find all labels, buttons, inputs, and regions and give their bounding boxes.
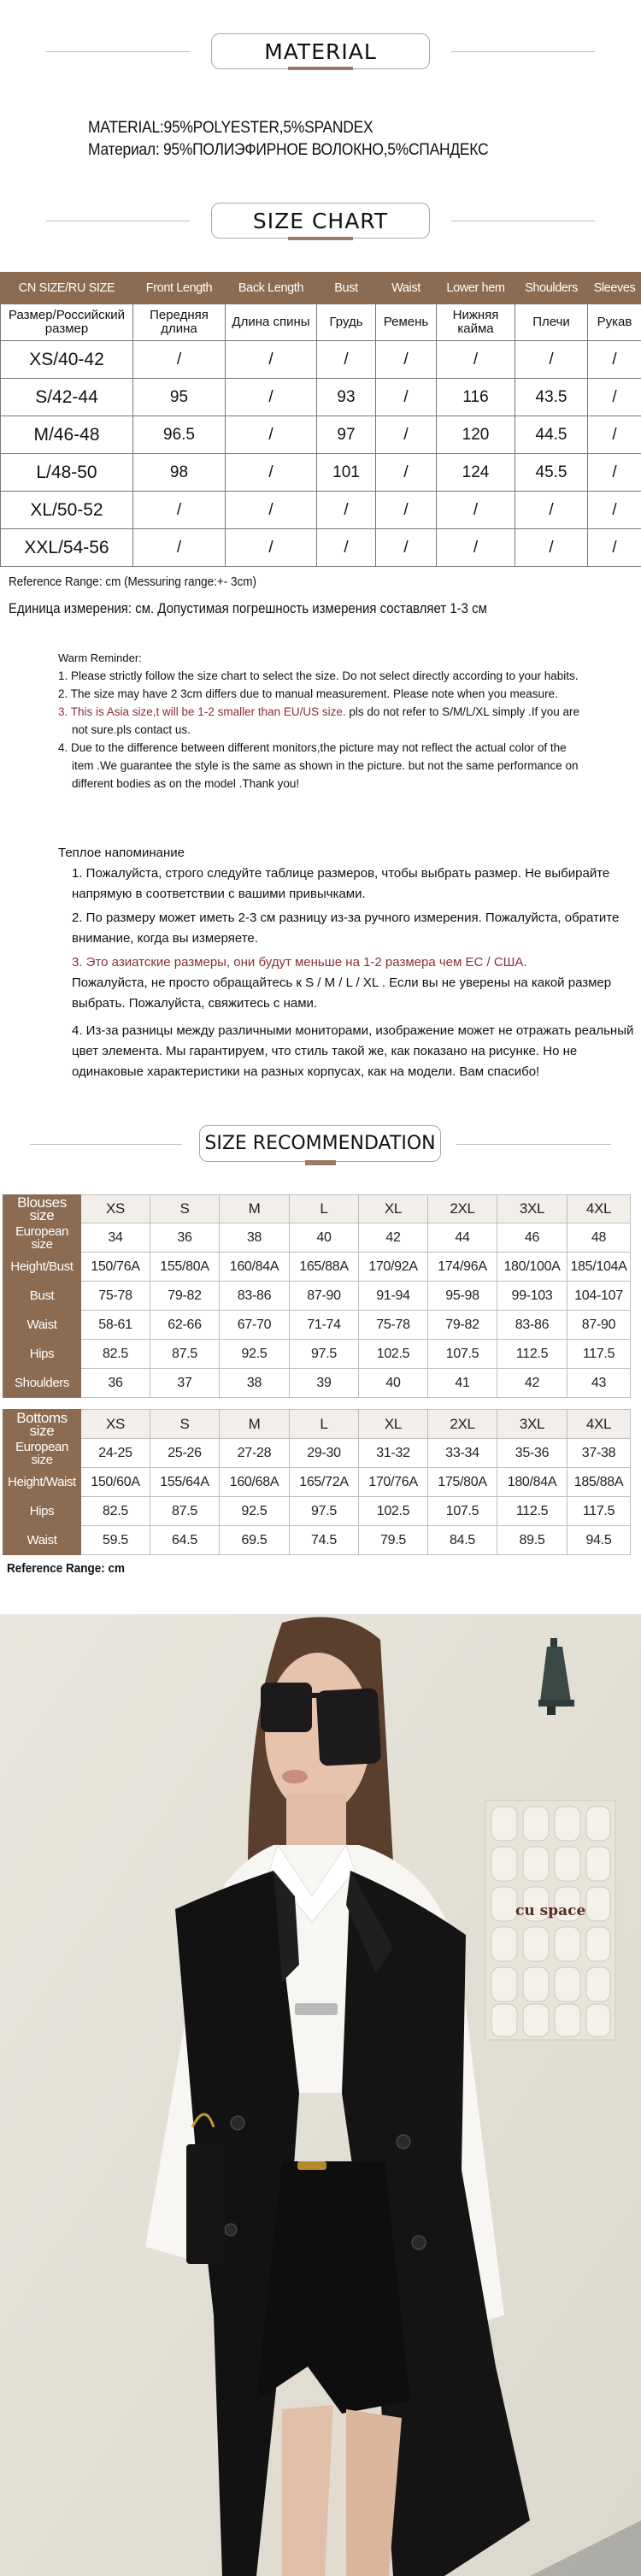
value-cell: 95-98 xyxy=(428,1282,497,1311)
value-cell: 43 xyxy=(567,1369,631,1398)
value-cell: / xyxy=(588,416,641,454)
value-cell: 155/64A xyxy=(150,1468,220,1497)
size-chart-accent-bar xyxy=(288,237,353,240)
value-cell: 33-34 xyxy=(428,1439,497,1468)
warm-reminder-item-1: 1. Please strictly follow the size chart to select the size. Do not select directly according to your habits. xyxy=(58,669,579,682)
table-row xyxy=(1,529,641,567)
value-cell: 42 xyxy=(359,1223,428,1253)
value-cell: 120 xyxy=(437,416,515,454)
ru-header-sleeves: Рукав xyxy=(588,304,641,341)
value-cell: 150/76A xyxy=(81,1253,150,1282)
ru-header-waist: Ремень xyxy=(376,304,437,341)
value-cell: 45.5 xyxy=(515,454,588,492)
warm-reminder-ru-item-1: 1. Пожалуйста, строго следуйте таблице размеров, чтобы выбрать размер. Не выбирайте напрямую в соответствии с вашими привычками. xyxy=(72,866,610,901)
value-cell: 4XL xyxy=(567,1195,631,1223)
value-cell: / xyxy=(376,416,437,454)
size-chart-ru-header-row xyxy=(1,304,641,341)
value-cell: 97.5 xyxy=(290,1497,359,1526)
table-row xyxy=(3,1526,631,1555)
value-cell: 36 xyxy=(150,1223,220,1253)
value-cell: 87-90 xyxy=(567,1311,631,1340)
warm-reminder-list xyxy=(58,667,588,793)
value-cell: 87.5 xyxy=(150,1340,220,1369)
table-row xyxy=(3,1340,631,1369)
value-cell: 41 xyxy=(428,1369,497,1398)
value-cell: 82.5 xyxy=(81,1497,150,1526)
ru-header-bust: Грудь xyxy=(317,304,376,341)
row-label: Height/Bust xyxy=(3,1253,81,1282)
row-label: Blouses size xyxy=(3,1195,81,1223)
warm-reminder-ru-item-4: 4. Из-за разницы между различными мониторами, изображение может не отражать реальный цвет элемента. Мы гарантируем, что стиль такой же, как показано на рисунке. Но не одинаковые характеристики на разных корпусах, как на модели. Вам спасибо! xyxy=(72,1023,634,1079)
value-cell: / xyxy=(317,492,376,529)
value-cell: / xyxy=(437,492,515,529)
value-cell: 79-82 xyxy=(150,1282,220,1311)
value-cell: 75-78 xyxy=(81,1282,150,1311)
value-cell: / xyxy=(588,454,641,492)
size-recommendation-heading xyxy=(199,1125,441,1162)
wall-sign xyxy=(485,1801,615,2040)
value-cell: 31-32 xyxy=(359,1439,428,1468)
row-label: Shoulders xyxy=(3,1369,81,1398)
value-cell: / xyxy=(588,341,641,379)
table-row xyxy=(1,341,641,379)
value-cell: 3XL xyxy=(497,1195,567,1223)
row-label: Hips xyxy=(3,1340,81,1369)
value-cell: 150/60A xyxy=(81,1468,150,1497)
value-cell: / xyxy=(515,529,588,567)
value-cell: M xyxy=(220,1195,290,1223)
warm-reminder-item-2: 2. The size may have 2 3cm differs due to manual measurement. Please note when you measure. xyxy=(58,687,558,700)
value-cell: 95 xyxy=(133,379,226,416)
wall-sign-text: cu space xyxy=(515,1902,586,1919)
value-cell: / xyxy=(133,492,226,529)
value-cell: 165/72A xyxy=(290,1468,359,1497)
blouses-size-table xyxy=(3,1194,631,1398)
value-cell: 44.5 xyxy=(515,416,588,454)
value-cell: XL xyxy=(359,1410,428,1439)
col-header-sleeves: Sleeves xyxy=(588,273,641,304)
table-row xyxy=(1,492,641,529)
value-cell: / xyxy=(317,529,376,567)
value-cell: 43.5 xyxy=(515,379,588,416)
size-chart-heading-text: SIZE CHART xyxy=(252,208,389,233)
value-cell: / xyxy=(226,492,317,529)
col-header-bust: Bust xyxy=(317,273,376,304)
value-cell: 83-86 xyxy=(497,1311,567,1340)
value-cell: 75-78 xyxy=(359,1311,428,1340)
row-label: Hips xyxy=(3,1497,81,1526)
value-cell: 89.5 xyxy=(497,1526,567,1555)
value-cell: 4XL xyxy=(567,1410,631,1439)
value-cell: 58-61 xyxy=(81,1311,150,1340)
value-cell: 94.5 xyxy=(567,1526,631,1555)
value-cell: 87-90 xyxy=(290,1282,359,1311)
value-cell: / xyxy=(226,341,317,379)
value-cell: / xyxy=(376,341,437,379)
value-cell: L xyxy=(290,1195,359,1223)
col-header-front-length: Front Length xyxy=(133,273,226,304)
button-icon xyxy=(412,2236,426,2249)
value-cell: 124 xyxy=(437,454,515,492)
value-cell: 71-74 xyxy=(290,1311,359,1340)
size-rec-reference: Reference Range: cm xyxy=(7,1561,126,1576)
material-divider-left xyxy=(46,51,190,52)
value-cell: / xyxy=(317,341,376,379)
value-cell: 97 xyxy=(317,416,376,454)
value-cell: 82.5 xyxy=(81,1340,150,1369)
col-header-waist: Waist xyxy=(376,273,437,304)
material-divider-right xyxy=(451,51,595,52)
value-cell: / xyxy=(226,379,317,416)
value-cell: 24-25 xyxy=(81,1439,150,1468)
value-cell: XL xyxy=(359,1195,428,1223)
value-cell: 67-70 xyxy=(220,1311,290,1340)
value-cell: / xyxy=(226,416,317,454)
button-icon xyxy=(231,2116,244,2130)
table-row xyxy=(3,1253,631,1282)
warm-reminder-item-3-rest: pls do not refer to S/M/L/XL simply .If you are not sure.pls contact us. xyxy=(72,705,579,736)
col-header-shoulders: Shoulders xyxy=(515,273,588,304)
value-cell: L xyxy=(290,1410,359,1439)
ru-header-back-length: Длина спины xyxy=(226,304,317,341)
ru-header-front-length: Передняя длина xyxy=(133,304,226,341)
value-cell: 59.5 xyxy=(81,1526,150,1555)
value-cell: 25-26 xyxy=(150,1439,220,1468)
row-label: European size xyxy=(3,1439,81,1468)
value-cell: 35-36 xyxy=(497,1439,567,1468)
material-heading xyxy=(211,33,430,69)
material-composition-ru: Материал: 95%ПОЛИЭФИРНОЕ ВОЛОКНО,5%СПАНДЕКС xyxy=(88,141,489,159)
row-label: Height/Waist xyxy=(3,1468,81,1497)
warm-reminder-item-3 xyxy=(58,703,588,739)
value-cell: XS xyxy=(81,1195,150,1223)
warm-reminder-title: Warm Reminder: xyxy=(58,651,142,664)
value-cell: 96.5 xyxy=(133,416,226,454)
value-cell: / xyxy=(376,529,437,567)
value-cell: 185/88A xyxy=(567,1468,631,1497)
value-cell: / xyxy=(376,454,437,492)
button-icon xyxy=(397,2135,410,2149)
table-row xyxy=(3,1439,631,1468)
model-illustration xyxy=(0,1614,641,2576)
value-cell: 107.5 xyxy=(428,1340,497,1369)
table-row xyxy=(3,1223,631,1253)
value-cell: 69.5 xyxy=(220,1526,290,1555)
size-chart-reference-en: Reference Range: cm (Messuring range:+- 3cm) xyxy=(9,575,256,589)
value-cell: 2XL xyxy=(428,1410,497,1439)
row-label: Waist xyxy=(3,1526,81,1555)
value-cell: 165/88A xyxy=(290,1253,359,1282)
value-cell: 62-66 xyxy=(150,1311,220,1340)
warm-reminder-item-3-warning: 3. This is Asia size,t will be 1-2 smaller than EU/US size. xyxy=(58,705,346,718)
value-cell: / xyxy=(588,492,641,529)
value-cell: 40 xyxy=(290,1223,359,1253)
value-cell: 2XL xyxy=(428,1195,497,1223)
warm-reminder-item-4: 4. Due to the difference between different monitors,the picture may not reflect the actual color of the item .We guarantee the style is the same as shown in the picture. but not the same performance on different bodies as on the model .Thank you! xyxy=(58,741,579,790)
button-icon xyxy=(225,2224,237,2236)
size-rec-accent-bar xyxy=(305,1160,336,1165)
bottoms-size-table xyxy=(3,1409,631,1555)
value-cell: 102.5 xyxy=(359,1340,428,1369)
value-cell: 92.5 xyxy=(220,1497,290,1526)
value-cell: / xyxy=(376,379,437,416)
value-cell: / xyxy=(226,454,317,492)
value-cell: 74.5 xyxy=(290,1526,359,1555)
value-cell: 185/104A xyxy=(567,1253,631,1282)
product-photo xyxy=(0,1614,641,2576)
value-cell: 160/84A xyxy=(220,1253,290,1282)
warm-reminder-ru-item-3-warning: 3. Это азиатские размеры, они будут меньше на 1-2 размера чем ЕС / США. xyxy=(72,955,527,970)
value-cell: 84.5 xyxy=(428,1526,497,1555)
value-cell: 83-86 xyxy=(220,1282,290,1311)
size-cell: M/46-48 xyxy=(1,416,133,454)
value-cell: 38 xyxy=(220,1369,290,1398)
col-header-lower-hem: Lower hem xyxy=(437,273,515,304)
warm-reminder-ru-item-3-rest: Пожалуйста, не просто обращайтесь к S / M / L / XL . Если вы не уверены на какой размер выбрать. Пожалуйста, свяжитесь с нами. xyxy=(72,976,612,1011)
value-cell: 91-94 xyxy=(359,1282,428,1311)
row-label: Bust xyxy=(3,1282,81,1311)
table-row xyxy=(3,1468,631,1497)
table-row xyxy=(1,416,641,454)
value-cell: 170/76A xyxy=(359,1468,428,1497)
value-cell: 93 xyxy=(317,379,376,416)
value-cell: / xyxy=(437,529,515,567)
size-cell: XXL/54-56 xyxy=(1,529,133,567)
value-cell: 48 xyxy=(567,1223,631,1253)
value-cell: 104-107 xyxy=(567,1282,631,1311)
size-chart-heading xyxy=(211,203,430,239)
value-cell: 42 xyxy=(497,1369,567,1398)
size-cell: XL/50-52 xyxy=(1,492,133,529)
material-composition-en: MATERIAL:95%POLYESTER,5%SPANDEX xyxy=(88,119,373,137)
warm-reminder-ru-item-2: 2. По размеру может иметь 2-3 см разницу из-за ручного измерения. Пожалуйста, обратите внимание, когда вы измеряете. xyxy=(72,911,620,946)
value-cell: 155/80A xyxy=(150,1253,220,1282)
table-row xyxy=(3,1195,631,1223)
material-heading-text: MATERIAL xyxy=(264,38,377,64)
row-label: European size xyxy=(3,1223,81,1253)
value-cell: 40 xyxy=(359,1369,428,1398)
value-cell: XS xyxy=(81,1410,150,1439)
warm-reminder-ru-title: Теплое напоминание xyxy=(58,846,185,860)
table-row xyxy=(3,1369,631,1398)
row-label: Bottoms size xyxy=(3,1410,81,1439)
value-cell: 160/68A xyxy=(220,1468,290,1497)
value-cell: / xyxy=(226,529,317,567)
table-row xyxy=(3,1497,631,1526)
value-cell: S xyxy=(150,1195,220,1223)
value-cell: S xyxy=(150,1410,220,1439)
value-cell: / xyxy=(588,379,641,416)
value-cell: / xyxy=(133,529,226,567)
table-row xyxy=(1,379,641,416)
value-cell: 3XL xyxy=(497,1410,567,1439)
table-row xyxy=(1,454,641,492)
value-cell: 170/92A xyxy=(359,1253,428,1282)
size-rec-divider-left xyxy=(30,1144,182,1145)
table-row xyxy=(3,1410,631,1439)
value-cell: 64.5 xyxy=(150,1526,220,1555)
warm-reminder-en xyxy=(58,649,588,793)
value-cell: 102.5 xyxy=(359,1497,428,1526)
size-cell: L/48-50 xyxy=(1,454,133,492)
row-label: Waist xyxy=(3,1311,81,1340)
size-cell: XS/40-42 xyxy=(1,341,133,379)
value-cell: 37-38 xyxy=(567,1439,631,1468)
value-cell: 79.5 xyxy=(359,1526,428,1555)
value-cell: 116 xyxy=(437,379,515,416)
table-row xyxy=(3,1311,631,1340)
ru-header-shoulders: Плечи xyxy=(515,304,588,341)
value-cell: 107.5 xyxy=(428,1497,497,1526)
value-cell: 29-30 xyxy=(290,1439,359,1468)
value-cell: 117.5 xyxy=(567,1340,631,1369)
table-row xyxy=(3,1282,631,1311)
value-cell: 180/100A xyxy=(497,1253,567,1282)
col-header-cn-size: CN SIZE/RU SIZE xyxy=(1,273,133,304)
size-chart-header-row xyxy=(1,273,641,304)
value-cell: 36 xyxy=(81,1369,150,1398)
value-cell: M xyxy=(220,1410,290,1439)
value-cell: 175/80A xyxy=(428,1468,497,1497)
value-cell: 112.5 xyxy=(497,1497,567,1526)
value-cell: 98 xyxy=(133,454,226,492)
value-cell: 101 xyxy=(317,454,376,492)
size-rec-divider-right xyxy=(456,1144,611,1145)
value-cell: 39 xyxy=(290,1369,359,1398)
value-cell: 180/84A xyxy=(497,1468,567,1497)
size-cell: S/42-44 xyxy=(1,379,133,416)
size-chart-table xyxy=(0,272,641,567)
value-cell: 37 xyxy=(150,1369,220,1398)
warm-reminder-ru-item-3 xyxy=(58,952,641,1014)
warm-reminder-ru xyxy=(58,843,641,1082)
value-cell: 46 xyxy=(497,1223,567,1253)
value-cell: 97.5 xyxy=(290,1340,359,1369)
material-accent-bar xyxy=(288,67,353,70)
size-chart-reference-ru: Единица измерения: см. Допустимая погрешность измерения составляет 1-3 см xyxy=(9,600,487,616)
value-cell: 92.5 xyxy=(220,1340,290,1369)
value-cell: / xyxy=(437,341,515,379)
ru-header-lower-hem: Нижняя кайма xyxy=(437,304,515,341)
value-cell: 38 xyxy=(220,1223,290,1253)
value-cell: 44 xyxy=(428,1223,497,1253)
value-cell: 117.5 xyxy=(567,1497,631,1526)
value-cell: 174/96A xyxy=(428,1253,497,1282)
value-cell: 112.5 xyxy=(497,1340,567,1369)
value-cell: / xyxy=(376,492,437,529)
ru-header-size: Размер/Российский размер xyxy=(1,304,133,341)
value-cell: 99-103 xyxy=(497,1282,567,1311)
value-cell: / xyxy=(588,529,641,567)
value-cell: 27-28 xyxy=(220,1439,290,1468)
value-cell: 34 xyxy=(81,1223,150,1253)
value-cell: 79-82 xyxy=(428,1311,497,1340)
value-cell: / xyxy=(515,341,588,379)
value-cell: / xyxy=(515,492,588,529)
value-cell: / xyxy=(133,341,226,379)
value-cell: 87.5 xyxy=(150,1497,220,1526)
col-header-back-length: Back Length xyxy=(226,273,317,304)
size-recommendation-heading-text: SIZE RECOMMENDATION xyxy=(204,1133,436,1154)
